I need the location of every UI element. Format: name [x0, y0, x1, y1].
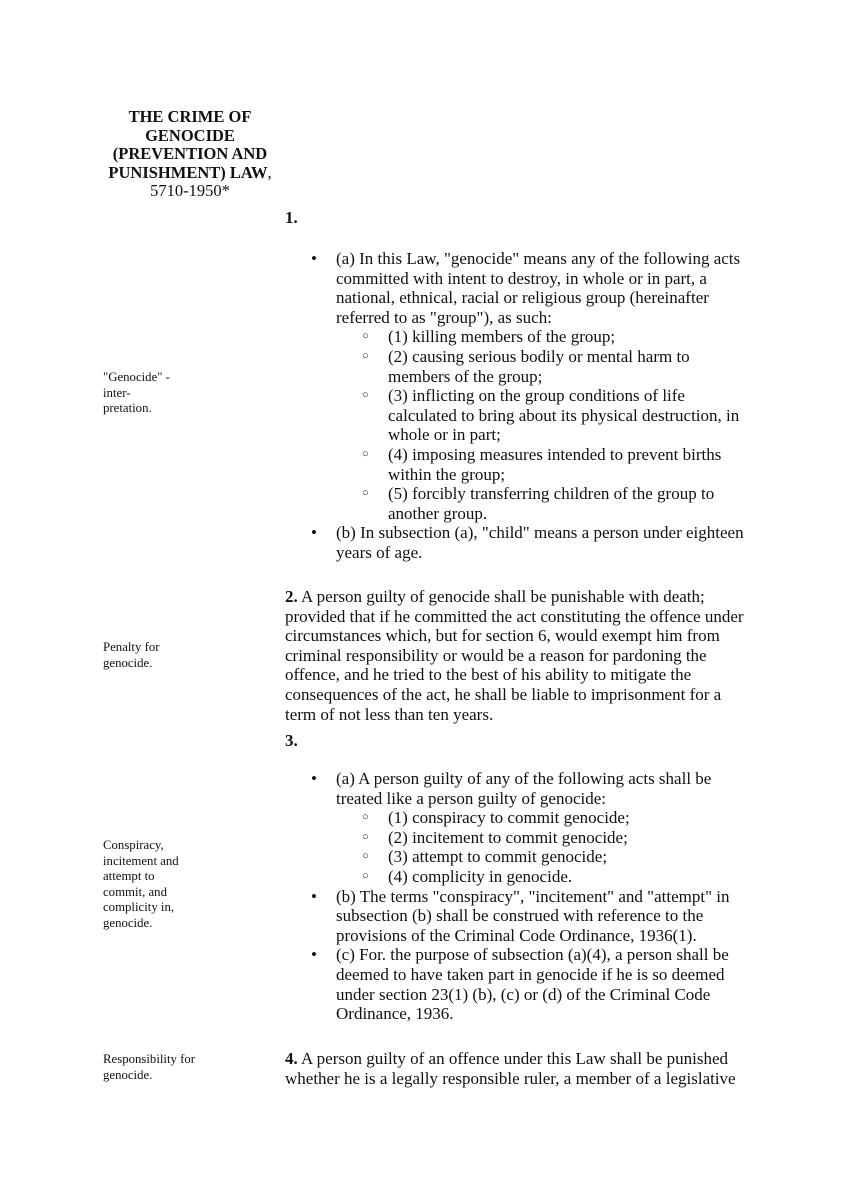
section-4 [285, 1049, 755, 1088]
list-item [285, 945, 755, 1023]
circle-bullet-icon: ○ [362, 487, 369, 500]
item-text: (4) complicity in genocide. [388, 866, 573, 886]
margin-note-line: Responsibility for [103, 1052, 196, 1066]
sub-list-item [336, 847, 755, 867]
item-text: (2) causing serious bodily or mental harm to members of the group; [388, 346, 690, 386]
circle-bullet-icon: ○ [362, 869, 369, 882]
item-text: (1) conspiracy to commit genocide; [388, 808, 630, 828]
section-number: 2. [285, 587, 298, 606]
sub-list-item [336, 828, 755, 848]
section-text: A person guilty of genocide shall be punishable with death; provided that if he committed the act constituting the offence under circumstances which, but for section 6, would exempt him from criminal responsibility or would be a reason for pardoning the offence, and he tried to the best of his ability to mitigate the consequences of the act, he shall be liable to imprisonment for a term of not less than ten years. [285, 587, 744, 724]
section-2 [285, 587, 755, 724]
bullet-icon: • [311, 886, 317, 906]
list-item [285, 887, 755, 946]
section-1-list [285, 249, 755, 563]
sub-list-item [336, 386, 755, 445]
margin-note-line: commit, and [103, 884, 167, 899]
title-line-text: PUNISHMENT) LAW [108, 162, 268, 182]
section-4-paragraph [285, 1049, 755, 1088]
section-number: 1. [285, 208, 298, 227]
sub-list-item [336, 327, 755, 347]
title-line [100, 164, 280, 183]
margin-note-line: Conspiracy, [103, 838, 164, 852]
title-line: (PREVENTION AND [112, 144, 268, 164]
margin-note-responsibility [103, 1052, 203, 1083]
bullet-icon: • [311, 249, 317, 268]
item-text: (3) attempt to commit genocide; [388, 847, 608, 867]
section-3-list [285, 769, 755, 1024]
margin-note-line: incitement and [103, 853, 179, 868]
list-item [285, 249, 755, 523]
circle-bullet-icon: ○ [362, 811, 369, 824]
section-number: 4. [285, 1049, 298, 1068]
margin-note-line: genocide. [103, 655, 153, 670]
bullet-icon: • [311, 523, 317, 543]
margin-note-line: complicity in, [103, 900, 175, 915]
section-3-number [285, 731, 755, 751]
item-text: (5) forcibly transferring children of the group to another group. [388, 484, 715, 523]
subsection-text: (a) A person guilty of any of the following acts shall be treated like a person guilty of genocide: [336, 769, 712, 808]
sub-list-item [336, 867, 755, 887]
title-line: THE CRIME OF [128, 107, 252, 126]
margin-note-genocide-interpretation [103, 370, 203, 417]
subsection-text: (b) The terms "conspiracy", "incitement" and "attempt" in subsection (b) shall be construed with reference to the provisions of the Criminal Code Ordinance, 1936(1). [336, 886, 730, 945]
margin-note-line: Penalty for [103, 640, 160, 654]
section-1 [285, 249, 755, 563]
section-1-number [285, 208, 755, 228]
title-line: GENOCIDE [145, 125, 235, 145]
margin-note-penalty [103, 640, 203, 671]
sub-list [336, 808, 755, 886]
margin-note-line: "Genocide" - [103, 370, 170, 384]
item-text: (1) killing members of the group; [388, 327, 616, 347]
margin-note-line: genocide. [103, 1067, 153, 1082]
margin-note-line: pretation. [103, 401, 152, 416]
list-item [285, 523, 755, 562]
sub-list [336, 327, 755, 523]
subsection-text: (c) For. the purpose of subsection (a)(4), a person shall be deemed to have taken part in genocide if he is so deemed under section 23(1) (b), (c) or (d) of the Criminal Code Ordinance, 1936. [336, 945, 729, 1024]
margin-note-line: attempt to [103, 869, 155, 884]
sub-list-item [336, 347, 755, 386]
list-item [285, 769, 755, 887]
circle-bullet-icon: ○ [362, 349, 369, 362]
sub-list-item [336, 808, 755, 828]
item-text: (4) imposing measures intended to prevent births within the group; [388, 444, 722, 484]
item-text: (2) incitement to commit genocide; [388, 827, 628, 847]
subsection-text: (b) In subsection (a), "child" means a person under eighteen years of age. [336, 523, 744, 562]
margin-note-conspiracy [103, 838, 203, 932]
margin-note-line: genocide. [103, 915, 153, 930]
circle-bullet-icon: ○ [362, 830, 369, 843]
circle-bullet-icon: ○ [362, 850, 369, 863]
document-title [100, 108, 280, 201]
title-date: 5710-1950* [150, 181, 230, 201]
sub-list-item [336, 445, 755, 484]
circle-bullet-icon: ○ [362, 389, 369, 402]
bullet-icon: • [311, 769, 317, 788]
margin-note-line: inter- [103, 385, 131, 400]
sub-list-item [336, 484, 755, 523]
section-3 [285, 769, 755, 1024]
circle-bullet-icon: ○ [362, 330, 369, 343]
section-2-paragraph [285, 587, 755, 724]
item-text: (3) inflicting on the group conditions of life calculated to bring about its physical destruction, in whole or in part; [388, 386, 740, 445]
section-number: 3. [285, 731, 298, 750]
subsection-text: (a) In this Law, "genocide" means any of the following acts committed with intent to destroy, in whole or in part, a national, ethnical, racial or religious group (hereinafter referred to as "group"), as such: [336, 249, 741, 327]
title-comma: , [267, 162, 272, 182]
section-text: A person guilty of an offence under this Law shall be punished whether he is a legally responsible ruler, a member of a legislative [285, 1049, 736, 1088]
circle-bullet-icon: ○ [362, 447, 369, 460]
bullet-icon: • [311, 945, 317, 965]
